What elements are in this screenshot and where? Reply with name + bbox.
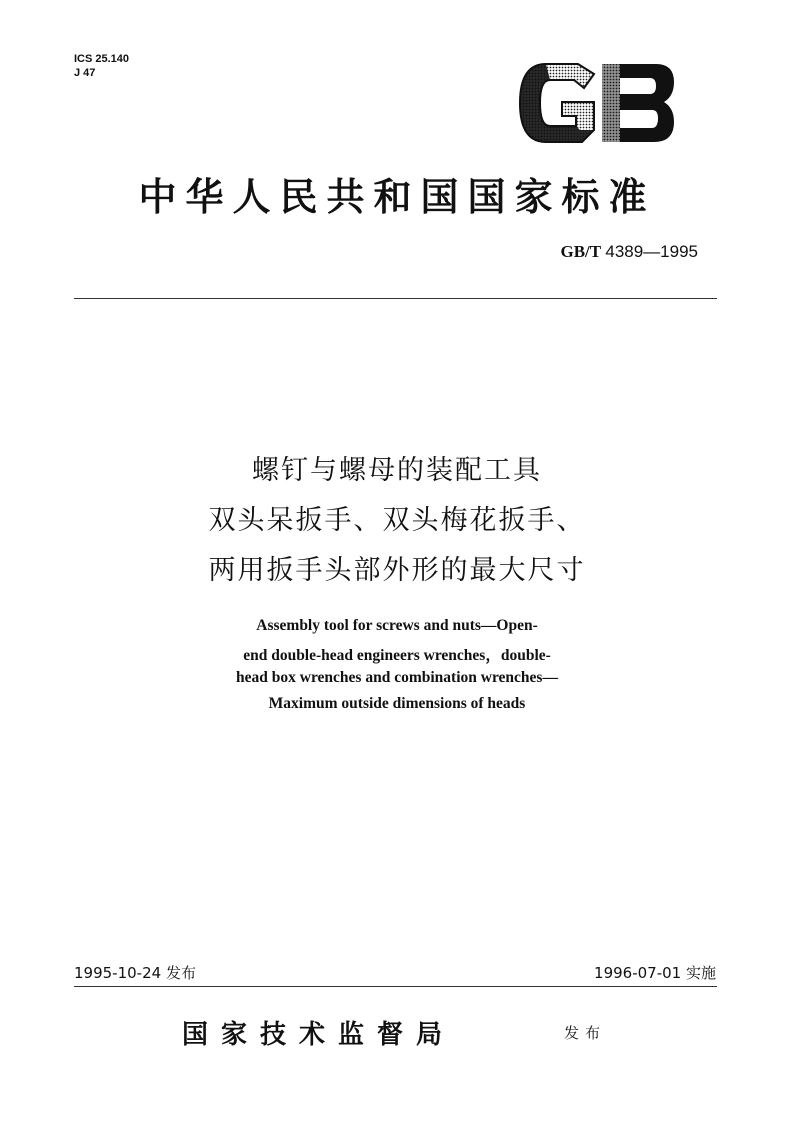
title-zh-line-2: 双头呆扳手、双头梅花扳手、 [208,505,586,536]
title-en-line-4: Maximum outside dimensions of heads [268,695,526,712]
ics-code: ICS 25.140 [74,53,130,65]
classification-codes [74,52,129,80]
issue-date: 1995-10-24 发布 [74,964,196,982]
title-zh-line-1: 螺钉与螺母的装配工具 [252,455,542,486]
standard-number [560,242,698,262]
header-divider [74,298,717,299]
national-standard-heading: 中华人民共和国国家标准 [138,174,656,219]
standard-code: 4389—1995 [605,242,698,261]
issue-label: 发布 [564,1024,607,1042]
title-en-line-3: head box wrenches and combination wrenches— [236,669,558,686]
gb-logo [516,60,678,146]
title-en-line-1: Assembly tool for screws and nuts—Open- [256,617,538,634]
issuing-authority: 国家技术监督局 [182,1020,456,1050]
footer-divider [74,986,717,987]
title-zh-line-3: 两用扳手头部外形的最大尺寸 [208,555,586,586]
effective-date: 1996-07-01 实施 [594,964,716,982]
standard-prefix: GB/T [560,242,602,261]
title-en-line-2: end double-head engineers wrenches，double- [243,647,551,664]
class-code: J 47 [74,67,96,79]
